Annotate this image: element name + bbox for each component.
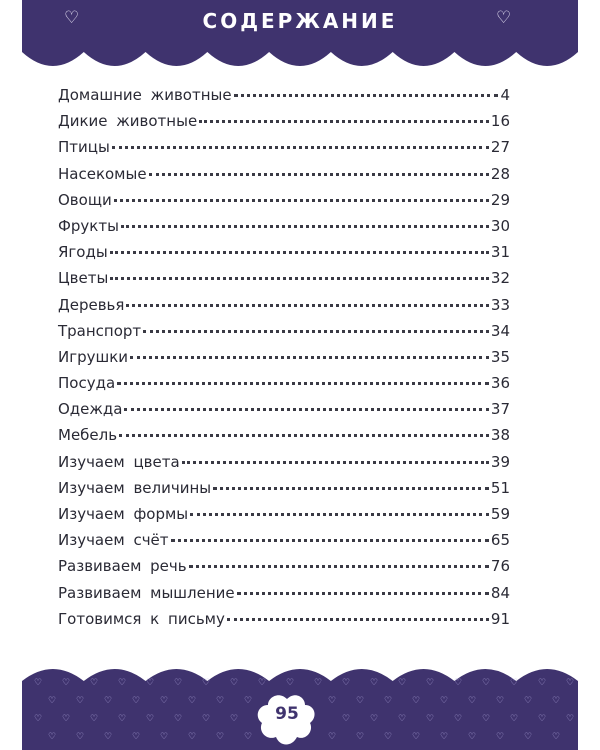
toc-entry-page: 27 (490, 138, 510, 157)
dot-leader (121, 225, 489, 228)
toc-entry (58, 610, 510, 636)
toc-entry (58, 426, 510, 452)
toc-entry-label: Изучаем формы (58, 505, 189, 523)
heart-icon: ♡ (216, 696, 225, 706)
page-number: 95 (275, 704, 299, 724)
toc-entry-label: Развиваем речь (58, 557, 187, 576)
toc-entry-label: Насекомые (58, 164, 147, 183)
toc-entry (58, 138, 510, 164)
heart-icon: ♡ (132, 696, 141, 706)
toc-entry-page: 33 (490, 295, 510, 314)
toc-entry (58, 348, 510, 374)
dot-leader (124, 408, 488, 411)
heart-icon: ♡ (342, 678, 351, 688)
dot-leader (130, 356, 489, 359)
heart-icon: ♡ (482, 714, 491, 724)
toc-entry-page: 36 (490, 374, 510, 393)
heart-icon: ♡ (524, 696, 533, 706)
heart-icon: ♡ (34, 714, 43, 724)
heart-icon: ♡ (370, 714, 379, 724)
heart-icon: ♡ (160, 696, 169, 706)
toc-entry-label: Изучаем цвета (58, 452, 180, 471)
toc-entry-page: 38 (490, 426, 510, 445)
heart-icon: ♡ (48, 696, 57, 706)
heart-icon: ♡ (552, 732, 561, 742)
heart-icon: ♡ (496, 732, 505, 742)
heart-icon: ♡ (440, 696, 449, 706)
heart-icon: ♡ (160, 732, 169, 742)
heart-icon: ♡ (314, 678, 323, 688)
heart-icon: ♡ (76, 696, 85, 706)
heart-icon: ♡ (118, 678, 127, 688)
heart-icon: ♡ (202, 678, 211, 688)
dot-leader (189, 565, 489, 568)
toc-entry (58, 557, 510, 583)
heart-icon: ♡ (230, 714, 239, 724)
heart-icon: ♡ (538, 678, 547, 688)
dot-leader (234, 94, 499, 97)
heart-icon: ♡ (146, 678, 155, 688)
heart-icon: ♡ (328, 696, 337, 706)
dot-leader (149, 173, 489, 176)
heart-icon: ♡ (188, 696, 197, 706)
heart-icon: ♡ (566, 714, 575, 724)
heart-icon: ♡ (412, 696, 421, 706)
toc-entry-label: Развиваем мышление (58, 583, 235, 602)
heart-icon: ♡ (356, 732, 365, 742)
heart-icon: ♡ (328, 732, 337, 742)
heart-icon: ♡ (398, 678, 407, 688)
toc-entry-label: Фрукты (58, 216, 119, 235)
heart-icon: ♡ (286, 678, 295, 688)
heart-icon: ♡ (104, 696, 113, 706)
toc-entry-label: Мебель (58, 426, 118, 445)
toc-entry (58, 479, 510, 505)
heart-icon: ♡ (118, 714, 127, 724)
toc-entry-label: Цветы (58, 269, 109, 288)
heart-icon: ♡ (566, 678, 575, 688)
dot-leader (119, 434, 489, 437)
toc-entry-page: 39 (490, 452, 510, 471)
toc-entry-page: 28 (490, 164, 510, 183)
heart-icon: ♡ (216, 732, 225, 742)
toc-entry (58, 531, 510, 557)
toc-entry (58, 296, 510, 322)
footer-band (0, 655, 600, 750)
heart-icon: ♡ (468, 696, 477, 706)
toc-entry-page: 35 (490, 347, 510, 366)
heart-icon: ♡ (384, 696, 393, 706)
toc-entry-page: 37 (490, 400, 510, 419)
heart-icon: ♡ (524, 732, 533, 742)
heart-icon: ♡ (538, 714, 547, 724)
heart-icon: ♡ (496, 696, 505, 706)
heart-icon: ♡ (202, 714, 211, 724)
heart-icon: ♡ (62, 678, 71, 688)
heart-icon: ♡ (384, 732, 393, 742)
heart-icon: ♡ (510, 678, 519, 688)
toc-entry-label: Игрушки (58, 347, 129, 366)
heart-icon: ♡ (90, 678, 99, 688)
toc-entry-page: 59 (490, 505, 510, 523)
heart-icon: ♡ (188, 732, 197, 742)
toc-entry (58, 374, 510, 400)
toc-entry-label: Одежда (58, 400, 123, 419)
toc-entry (58, 269, 510, 295)
heart-icon: ♡ (510, 714, 519, 724)
toc-entry-label: Готовимся к письму (58, 609, 225, 628)
header-band (22, 0, 578, 52)
table-of-contents (58, 86, 510, 636)
heart-icon: ♡ (356, 696, 365, 706)
heart-icon: ♡ (244, 732, 253, 742)
heart-icon: ♡ (230, 678, 239, 688)
toc-entry (58, 584, 510, 610)
heart-icon: ♡ (174, 714, 183, 724)
heart-icon: ♡ (398, 714, 407, 724)
dot-leader (171, 539, 489, 542)
toc-entry (58, 165, 510, 191)
dot-leader (117, 382, 489, 385)
dot-leader (237, 592, 489, 595)
heart-icon: ♡ (64, 8, 80, 28)
toc-entry (58, 400, 510, 426)
heart-icon: ♡ (440, 732, 449, 742)
heart-icon: ♡ (146, 714, 155, 724)
dot-leader (110, 277, 489, 280)
toc-entry (58, 217, 510, 243)
toc-entry-page: 4 (500, 86, 510, 104)
toc-entry (58, 243, 510, 269)
toc-entry-page: 51 (490, 478, 510, 497)
dot-leader (114, 199, 489, 202)
toc-entry (58, 322, 510, 348)
dot-leader (190, 513, 489, 516)
heart-icon: ♡ (76, 732, 85, 742)
heart-icon: ♡ (258, 678, 267, 688)
dot-leader (182, 461, 489, 464)
toc-entry-label: Деревья (58, 295, 125, 314)
toc-entry-page: 65 (490, 531, 510, 550)
heart-icon: ♡ (34, 678, 43, 688)
dot-leader (126, 304, 489, 307)
dot-leader (213, 487, 489, 490)
heart-icon: ♡ (174, 678, 183, 688)
heart-icon: ♡ (62, 714, 71, 724)
toc-entry-page: 32 (490, 269, 510, 288)
toc-entry (58, 453, 510, 479)
toc-entry-page: 30 (490, 216, 510, 235)
toc-entry-page: 34 (490, 321, 510, 340)
dot-leader (227, 618, 489, 621)
toc-entry-page: 31 (490, 243, 510, 262)
heart-icon: ♡ (104, 732, 113, 742)
heart-icon: ♡ (370, 678, 379, 688)
heart-icon: ♡ (342, 714, 351, 724)
toc-entry (58, 112, 510, 138)
heart-icon: ♡ (426, 714, 435, 724)
dot-leader (143, 330, 489, 333)
toc-entry-label: Дикие животные (58, 112, 198, 131)
toc-entry-label: Домашние животные (58, 86, 232, 104)
toc-entry-label: Изучаем величины (58, 478, 212, 497)
toc-entry-page: 16 (490, 112, 510, 131)
page-title: СОДЕРЖАНИЕ (202, 9, 398, 33)
toc-entry-label: Изучаем счёт (58, 531, 169, 550)
toc-entry-label: Посуда (58, 374, 116, 393)
heart-icon: ♡ (48, 732, 57, 742)
dot-leader (199, 120, 489, 123)
heart-icon: ♡ (244, 696, 253, 706)
toc-entry-page: 91 (490, 609, 510, 628)
heart-icon: ♡ (552, 696, 561, 706)
heart-icon: ♡ (496, 8, 512, 28)
toc-entry-page: 76 (490, 557, 510, 576)
toc-entry-label: Транспорт (58, 321, 142, 340)
heart-icon: ♡ (426, 678, 435, 688)
toc-entry (58, 191, 510, 217)
heart-icon: ♡ (454, 678, 463, 688)
heart-icon: ♡ (90, 714, 99, 724)
toc-entry-label: Овощи (58, 190, 112, 209)
toc-entry-page: 84 (490, 583, 510, 602)
dot-leader (110, 251, 489, 254)
toc-entry-label: Ягоды (58, 243, 108, 262)
heart-icon: ♡ (412, 732, 421, 742)
toc-entry (58, 86, 510, 112)
toc-entry (58, 505, 510, 531)
toc-entry-label: Птицы (58, 138, 110, 157)
heart-icon: ♡ (454, 714, 463, 724)
toc-entry-page: 29 (490, 190, 510, 209)
dot-leader (112, 146, 489, 149)
header-scallop (22, 46, 578, 76)
heart-icon: ♡ (482, 678, 491, 688)
heart-icon: ♡ (132, 732, 141, 742)
heart-icon: ♡ (468, 732, 477, 742)
